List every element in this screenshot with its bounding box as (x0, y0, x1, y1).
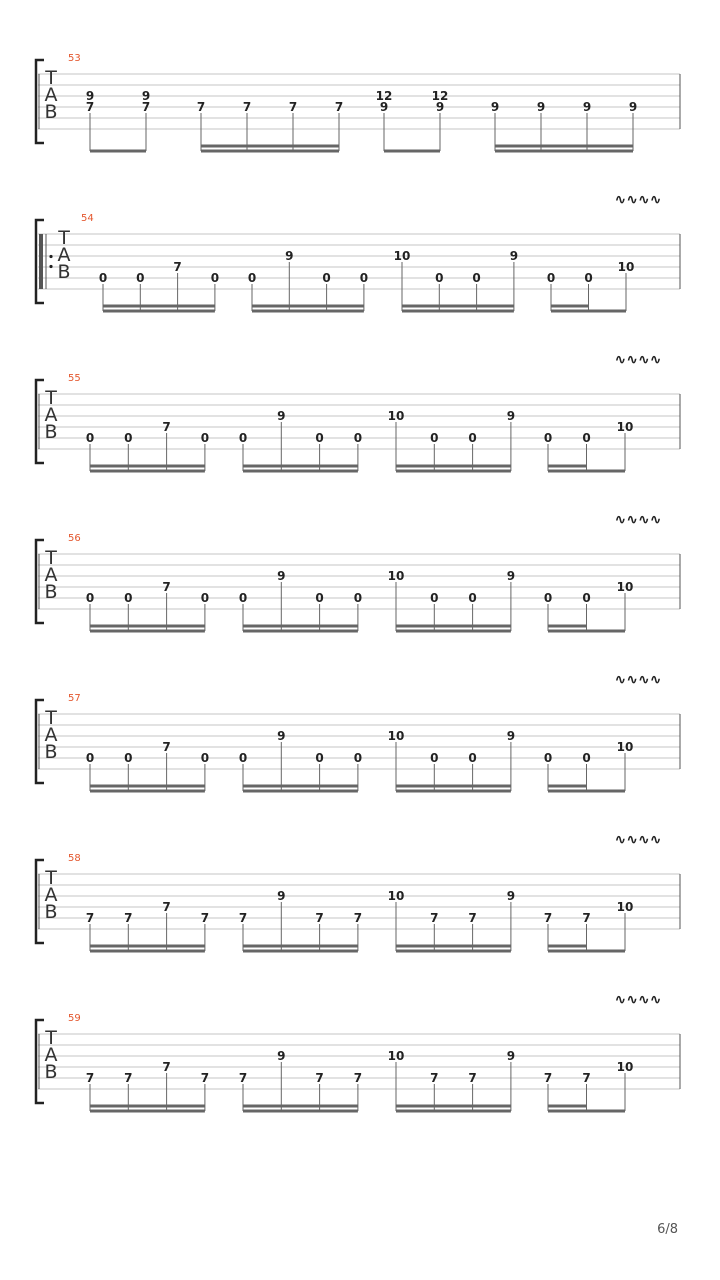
fret-number: 7 (582, 1071, 591, 1085)
tab-clef-letter: A (44, 84, 58, 106)
tab-clef-letter: B (44, 901, 58, 923)
fret-number: 10 (616, 1060, 634, 1074)
fret-number: 10 (616, 420, 634, 434)
tab-clef-letter: A (44, 1044, 58, 1066)
system-bracket (36, 540, 44, 623)
fret-number: 9 (435, 100, 445, 114)
fret-number: 7 (141, 100, 151, 114)
fret-number: 7 (162, 740, 171, 754)
tab-clef-letter: T (58, 227, 70, 249)
tab-clef-letter: B (57, 261, 71, 283)
fret-number: 9 (506, 569, 516, 583)
fret-number: 0 (435, 271, 444, 285)
system-bracket (36, 380, 44, 463)
fret-number: 9 (277, 1049, 286, 1063)
measure-number: 55 (68, 373, 81, 384)
measure-number: 53 (68, 53, 81, 64)
fret-number: 9 (277, 729, 286, 743)
vibrato-mark: ∿∿∿∿ (614, 832, 662, 848)
fret-number: 9 (277, 889, 286, 903)
fret-number: 0 (582, 431, 591, 445)
fret-number: 9 (582, 100, 592, 114)
fret-number: 0 (200, 591, 210, 605)
vibrato-mark: ∿∿∿∿ (614, 992, 662, 1008)
fret-number: 7 (353, 911, 363, 925)
fret-number: 9 (506, 409, 516, 423)
fret-number: 0 (353, 591, 363, 605)
measure-number: 54 (81, 213, 94, 224)
tab-clef-letter: T (45, 67, 57, 89)
fret-number: 9 (277, 409, 286, 423)
fret-number: 7 (430, 911, 439, 925)
fret-number: 7 (85, 100, 95, 114)
fret-number: 7 (315, 911, 324, 925)
fret-number: 7 (238, 911, 248, 925)
fret-number: 0 (543, 431, 553, 445)
fret-number: 0 (85, 591, 95, 605)
fret-number: 9 (506, 889, 516, 903)
fret-number: 7 (430, 1071, 439, 1085)
fret-number: 7 (543, 1071, 553, 1085)
fret-number: 7 (468, 1071, 477, 1085)
fret-number: 10 (387, 889, 405, 903)
fret-number: 0 (210, 271, 220, 285)
tab-clef-letter: T (45, 1027, 57, 1049)
fret-number: 7 (162, 900, 171, 914)
fret-number: 10 (387, 1049, 405, 1063)
fret-number: 9 (85, 89, 95, 103)
tab-clef-letter: T (45, 707, 57, 729)
fret-number: 0 (124, 431, 133, 445)
fret-number: 0 (238, 751, 248, 765)
fret-number: 0 (315, 431, 324, 445)
fret-number: 10 (616, 740, 634, 754)
fret-number: 7 (162, 580, 171, 594)
fret-number: 0 (136, 271, 145, 285)
fret-number: 7 (173, 260, 182, 274)
system-bracket (36, 60, 44, 143)
fret-number: 7 (200, 911, 210, 925)
fret-number: 0 (430, 591, 439, 605)
fret-number: 7 (238, 1071, 248, 1085)
fret-number: 0 (200, 431, 210, 445)
fret-number: 7 (200, 1071, 210, 1085)
fret-number: 0 (359, 271, 369, 285)
tab-clef-letter: A (44, 724, 58, 746)
tab-clef-letter: A (57, 244, 71, 266)
fret-number: 0 (98, 271, 108, 285)
fret-number: 0 (582, 751, 591, 765)
system-bracket (36, 700, 44, 783)
fret-number: 10 (616, 580, 634, 594)
fret-number: 0 (468, 751, 477, 765)
fret-number: 7 (353, 1071, 363, 1085)
tab-clef-letter: B (44, 101, 58, 123)
fret-number: 0 (468, 431, 477, 445)
fret-number: 7 (242, 100, 252, 114)
fret-number: 0 (430, 431, 439, 445)
tab-clef-letter: T (45, 387, 57, 409)
fret-number: 10 (616, 900, 634, 914)
fret-number: 0 (353, 751, 363, 765)
measure-number: 59 (68, 1013, 81, 1024)
fret-number: 0 (238, 431, 248, 445)
tab-clef-letter: A (44, 404, 58, 426)
measure-number: 56 (68, 533, 81, 544)
vibrato-mark: ∿∿∿∿ (614, 512, 662, 528)
fret-number: 0 (472, 271, 481, 285)
fret-number: 0 (247, 271, 257, 285)
fret-number: 7 (162, 1060, 171, 1074)
fret-number: 9 (285, 249, 294, 263)
fret-number: 0 (322, 271, 331, 285)
tab-clef-letter: B (44, 741, 58, 763)
page-number: 6/8 (657, 1222, 678, 1237)
fret-number: 7 (124, 911, 133, 925)
tab-clef-letter: B (44, 1061, 58, 1083)
fret-number: 9 (141, 89, 151, 103)
fret-number: 0 (430, 751, 439, 765)
fret-number: 9 (509, 249, 519, 263)
repeat-dot (49, 265, 52, 268)
fret-number: 0 (315, 751, 324, 765)
vibrato-mark: ∿∿∿∿ (614, 352, 662, 368)
tab-clef-letter: T (45, 547, 57, 569)
system-bracket (36, 1020, 44, 1103)
fret-number: 0 (584, 271, 593, 285)
fret-number: 9 (490, 100, 500, 114)
fret-number: 7 (582, 911, 591, 925)
fret-number: 0 (200, 751, 210, 765)
fret-number: 7 (162, 420, 171, 434)
fret-number: 7 (288, 100, 298, 114)
fret-number: 0 (85, 431, 95, 445)
fret-number: 7 (196, 100, 206, 114)
fret-number: 0 (238, 591, 248, 605)
system-bracket (36, 860, 44, 943)
fret-number: 7 (85, 911, 95, 925)
fret-number: 7 (543, 911, 553, 925)
tab-clef-letter: B (44, 421, 58, 443)
measure-number: 58 (68, 853, 81, 864)
fret-number: 0 (315, 591, 324, 605)
repeat-dot (49, 255, 52, 258)
fret-number: 9 (379, 100, 389, 114)
fret-number: 0 (468, 591, 477, 605)
fret-number: 0 (353, 431, 363, 445)
fret-number: 12 (375, 89, 393, 103)
tab-clef-letter: A (44, 884, 58, 906)
fret-number: 10 (387, 729, 405, 743)
fret-number: 10 (393, 249, 411, 263)
measure-number: 57 (68, 693, 81, 704)
fret-number: 7 (468, 911, 477, 925)
fret-number: 0 (543, 591, 553, 605)
fret-number: 0 (85, 751, 95, 765)
vibrato-mark: ∿∿∿∿ (614, 672, 662, 688)
fret-number: 9 (628, 100, 638, 114)
fret-number: 0 (543, 751, 553, 765)
fret-number: 9 (506, 1049, 516, 1063)
tab-clef-letter: T (45, 867, 57, 889)
tab-clef-letter: B (44, 581, 58, 603)
fret-number: 7 (315, 1071, 324, 1085)
fret-number: 10 (387, 569, 405, 583)
fret-number: 0 (124, 751, 133, 765)
fret-number: 7 (334, 100, 344, 114)
fret-number: 9 (506, 729, 516, 743)
fret-number: 10 (387, 409, 405, 423)
tab-clef-letter: A (44, 564, 58, 586)
fret-number: 9 (536, 100, 546, 114)
fret-number: 7 (124, 1071, 133, 1085)
fret-number: 12 (431, 89, 449, 103)
fret-number: 0 (546, 271, 556, 285)
fret-number: 0 (124, 591, 133, 605)
fret-number: 7 (85, 1071, 95, 1085)
fret-number: 0 (582, 591, 591, 605)
fret-number: 10 (617, 260, 635, 274)
vibrato-mark: ∿∿∿∿ (614, 192, 662, 208)
fret-number: 9 (277, 569, 286, 583)
